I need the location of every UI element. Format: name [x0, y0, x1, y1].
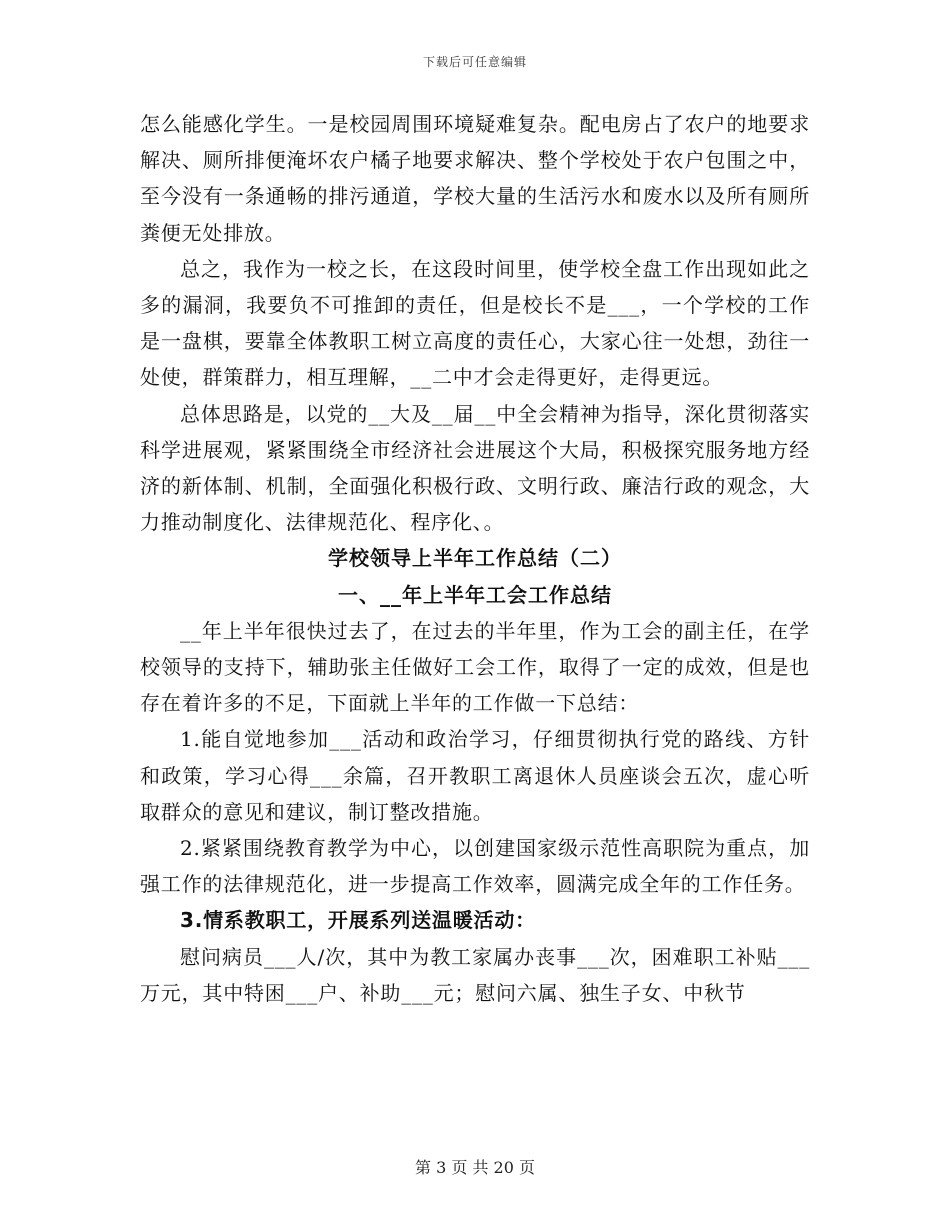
- item-paragraph: 慰问病员___人/次，其中为教工家属办丧事___次，困难职工补贴___万元，其中特困___户、补助___元；慰问六属、独生子女、中秋节: [140, 944, 810, 1005]
- body-paragraph: 怎么能感化学生。一是校园周围环境疑难复杂。配电房占了农户的地要求解决、厕所排便淹坏农户橘子地要求解决、整个学校处于农户包围之中，至今没有一条通畅的排污通道，学校大量的生活污水和废水以及所有厕所粪便无处排放。: [140, 112, 810, 245]
- page-number: 第 3 页 共 20 页: [415, 1158, 535, 1177]
- document-body: [140, 106, 810, 1011]
- item-heading: 3.情系教职工，开展系列送温暖活动：: [180, 908, 536, 933]
- page-header: 下载后可任意编辑: [422, 55, 527, 69]
- document-title: 学校领导上半年工作总结（二）: [328, 546, 622, 571]
- section-paragraph: 1.能自觉地参加___活动和政治学习，仔细贯彻执行党的路线、方针和政策，学习心得___余篇，召开教职工离退休人员座谈会五次，虚心听取群众的意见和建议，制订整改措施。: [140, 727, 810, 824]
- body-paragraph: 总之，我作为一校之长，在这段时间里，使学校全盘工作出现如此之多的漏洞，我要负不可推卸的责任，但是校长不是___，一个学校的工作是一盘棋，要靠全体教职工树立高度的责任心，大家心往一处想，劲往一处使，群策群力，相互理解，__二中才会走得更好，走得更远。: [140, 256, 810, 390]
- body-paragraph: 总体思路是，以党的__大及__届__中全会精神为指导，深化贯彻落实科学进展观，紧紧围绕全市经济社会进展这个大局，积极探究服务地方经济的新体制、机制，全面强化积极行政、文明行政、廉洁行政的观念，大力推动制度化、法律规范化、程序化、。: [140, 401, 810, 535]
- section-paragraph: 2.紧紧围绕教育教学为中心，以创建国家级示范性高职院为重点，加强工作的法律规范化，进一步提高工作效率，圆满完成全年的工作任务。: [140, 836, 810, 897]
- section-paragraph: __年上半年很快过去了，在过去的半年里，作为工会的副主任，在学校领导的支持下，辅助张主任做好工会工作，取得了一定的成效，但是也存在着许多的不足，下面就上半年的工作做一下总结：: [140, 618, 810, 716]
- section-title: 一、__年上半年工会工作总结: [338, 582, 612, 607]
